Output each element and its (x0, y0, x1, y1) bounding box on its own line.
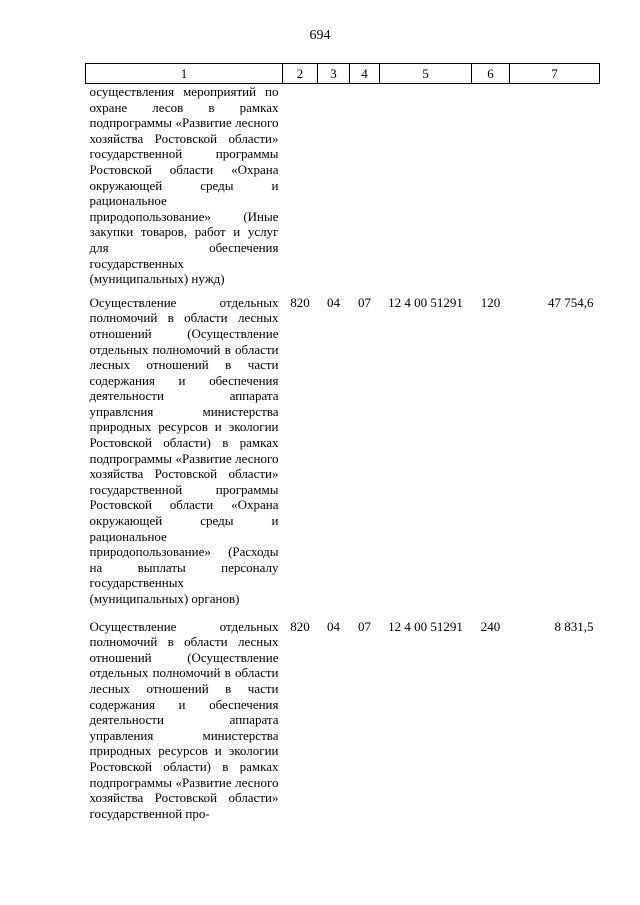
page-number: 694 (309, 28, 331, 43)
row-expense-type (472, 84, 510, 287)
row-description: Осуществление отдельных полномочий в области лесных отношений (Осуществление отдельных полномочий в области лесных отношений в части содержания и обеспечения деятельности аппарата управления министерства природных ресурсов и экологии Ростовской области) в рамках подпрограммы «Развитие лесного хозяйства Ростовской области» государственной про- (89, 618, 279, 821)
column-header-4: 4 (350, 64, 380, 84)
row-section: 04 (327, 618, 340, 634)
table-row (86, 287, 600, 611)
row-target-article (380, 84, 472, 287)
column-header-1: 1 (86, 64, 283, 84)
table-row (86, 611, 600, 826)
row-target-article: 12 4 00 51291 (388, 294, 463, 310)
row-admin-code: 820 (290, 294, 310, 310)
row-section (318, 84, 350, 287)
row-expense-type: 120 (480, 294, 501, 310)
row-admin-code: 820 (290, 618, 310, 634)
column-header-5: 5 (380, 64, 472, 84)
row-subsection: 07 (358, 618, 371, 634)
row-section: 04 (327, 294, 340, 310)
row-admin-code (283, 84, 318, 287)
column-header-7: 7 (510, 64, 600, 84)
table-row (86, 84, 600, 287)
column-header-2: 2 (283, 64, 318, 84)
table-header-row (86, 64, 600, 84)
budget-table (85, 63, 600, 825)
column-header-3: 3 (318, 64, 350, 84)
column-header-6: 6 (472, 64, 510, 84)
row-description: осуществления мероприятий по охране лесов в рамках подпрограммы «Развитие лесного хозяйства Ростовской области» государственной программы Ростовской области «Охрана окружающей среды и рациональное природопользование» (Иные закупки товаров, работ и услуг для обеспечения государственных (муниципальных) нужд) (89, 84, 279, 287)
row-subsection (350, 84, 380, 287)
row-amount (510, 84, 600, 287)
row-amount: 8 831,5 (554, 618, 594, 634)
row-amount: 47 754,6 (548, 294, 594, 310)
row-description: Осуществление отдельных полномочий в области лесных отношений (Осуществление отдельных полномочий в области лесных отношений в части содержания и обеспечения деятельности аппарата управлсния министерства природных ресурсов и экологии Ростовской области) в рамках подпрограммы «Развитие лесного хозяйства Ростовской области» государственной программы Ростовской области «Охрана окружающей среды и рациональное природопользование» (Расходы на выплаты персоналу государственных (муниципальных) органов) (89, 294, 279, 606)
row-expense-type: 240 (480, 618, 501, 634)
row-target-article: 12 4 00 51291 (388, 618, 463, 634)
row-subsection: 07 (358, 294, 371, 310)
